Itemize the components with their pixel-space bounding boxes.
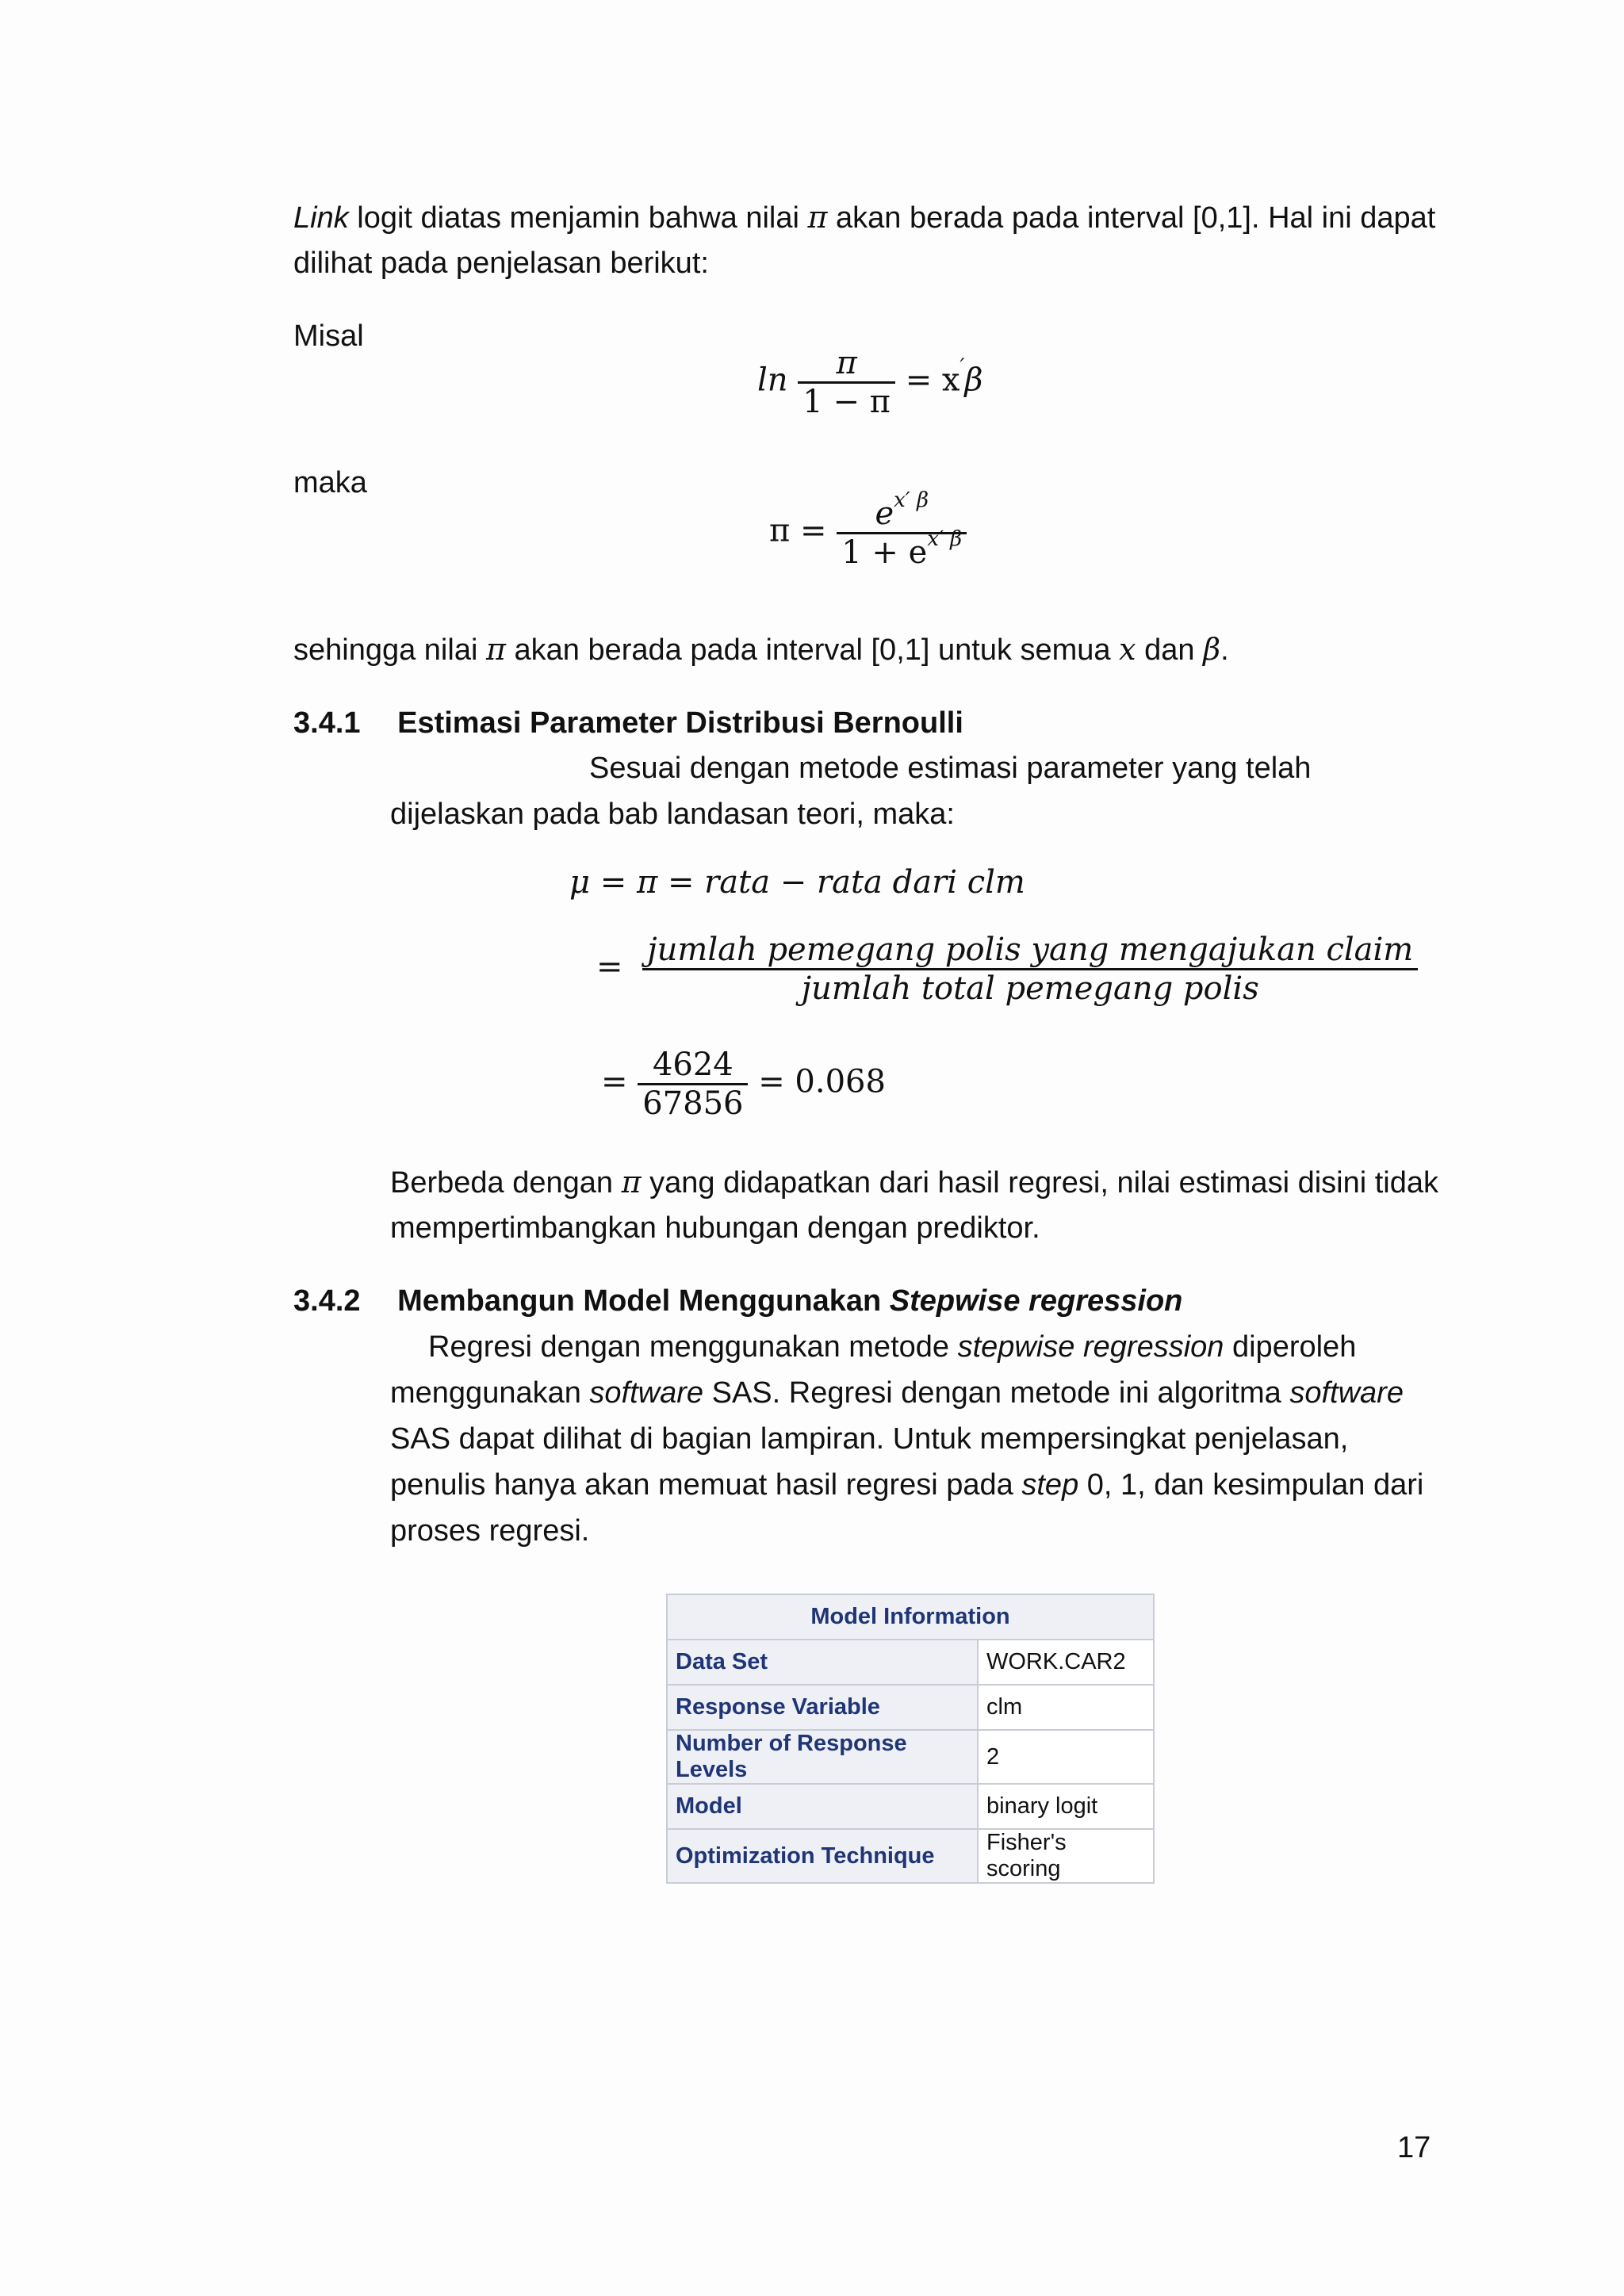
intro-line-1 xyxy=(293,194,1435,241)
intro-text-a: logit diatas menjamin bahwa nilai xyxy=(348,201,808,235)
section-title: Membangun Model Menggunakan xyxy=(397,1284,890,1318)
equation-rhs: = x xyxy=(905,362,960,399)
para-342-italic: software xyxy=(589,1376,704,1410)
sehingga-line xyxy=(293,626,1229,673)
row-value: 2 xyxy=(978,1730,1154,1784)
fraction-claim xyxy=(642,932,1418,1007)
link-word: Link xyxy=(293,201,349,235)
row-value: clm xyxy=(978,1685,1154,1730)
intro-text-b: akan berada pada interval [0,1]. Hal ini dapat xyxy=(827,201,1436,235)
fraction-numerator: jumlah pemegang polis yang mengajukan claim xyxy=(647,932,1414,968)
fraction-denominator: 67856 xyxy=(642,1085,744,1122)
fraction-denominator: jumlah total pemegang polis xyxy=(801,970,1259,1007)
section-title: Estimasi Parameter Distribusi Bernoulli xyxy=(397,706,963,740)
equation-logit xyxy=(757,345,983,420)
fraction-exp xyxy=(837,488,967,571)
para-341b-text-b: yang didapatkan dari hasil regresi, nilai estimasi disini tidak xyxy=(641,1166,1438,1200)
section-heading-341 xyxy=(293,700,963,746)
beta-symbol: β xyxy=(964,362,983,399)
para-342-text: menggunakan xyxy=(390,1376,590,1410)
section-title-italic: Stepwise regression xyxy=(889,1284,1183,1318)
equation-ratio-number xyxy=(601,1047,886,1122)
equation-pi xyxy=(769,488,967,571)
para-341b-text-a: Berbeda dengan xyxy=(390,1166,622,1200)
para-342-line-3: SAS dapat dilihat di bagian lampiran. Untuk mempersingkat penjelasan, xyxy=(390,1422,1349,1456)
table-caption-row xyxy=(667,1594,1154,1640)
equals-sign: = xyxy=(601,1063,628,1100)
para-342-italic: software xyxy=(1289,1376,1404,1410)
pi-symbol: π xyxy=(807,200,828,235)
equation-result: = 0.068 xyxy=(758,1063,886,1100)
page-number: 17 xyxy=(1397,2131,1431,2164)
section-number: 3.4.1 xyxy=(293,706,361,740)
para-342-line-4 xyxy=(390,1462,1423,1508)
denominator-superscript: x′ β xyxy=(927,527,963,551)
para-342-text: SAS. Regresi dengan metode ini algoritma xyxy=(703,1376,1290,1410)
para-342-line-2 xyxy=(390,1370,1404,1416)
denominator-base: 1 + e xyxy=(841,534,928,571)
section-number: 3.4.2 xyxy=(293,1284,361,1318)
para-342-text: Regresi dengan menggunakan metode xyxy=(428,1330,958,1364)
sehingga-text-a: sehingga nilai xyxy=(293,633,486,667)
exp-base: e xyxy=(875,496,894,532)
row-value: Fisher's scoring xyxy=(978,1829,1154,1883)
row-label: Optimization Technique xyxy=(667,1829,978,1883)
table-row xyxy=(667,1730,1154,1784)
section-heading-342 xyxy=(293,1278,1182,1324)
para-341b-line-2: mempertimbangkan hubungan dengan prediktor. xyxy=(390,1211,1040,1245)
x-symbol: x xyxy=(1119,632,1136,667)
para-341-line-2: dijelaskan pada bab landasan teori, maka: xyxy=(390,798,955,831)
pi-symbol: π xyxy=(621,1165,642,1200)
para-342-line-5: proses regresi. xyxy=(390,1514,590,1548)
para-341b-line-1 xyxy=(390,1159,1438,1206)
sehingga-text-d: . xyxy=(1220,633,1229,667)
table-row xyxy=(667,1784,1154,1829)
para-342-italic: stepwise regression xyxy=(957,1330,1224,1364)
row-label: Number of Response Levels xyxy=(667,1730,978,1784)
para-342-text: penulis hanya akan memuat hasil regresi pada xyxy=(390,1468,1022,1502)
table-row xyxy=(667,1829,1154,1883)
model-information-table xyxy=(666,1594,1155,1884)
fraction-number xyxy=(638,1047,748,1122)
row-label: Response Variable xyxy=(667,1685,978,1730)
para-342-text: 0, 1, dan kesimpulan dari xyxy=(1078,1468,1424,1502)
fraction-numerator: 4624 xyxy=(652,1047,733,1083)
sehingga-text-c: dan xyxy=(1136,633,1204,667)
equation-mu: μ = π = rata − rata dari clm xyxy=(569,864,1025,901)
para-342-line-1 xyxy=(428,1324,1356,1370)
equals-sign: = xyxy=(596,948,623,985)
row-value: WORK.CAR2 xyxy=(978,1640,1154,1685)
misal-label: Misal xyxy=(293,320,364,353)
table-row xyxy=(667,1640,1154,1685)
row-label: Data Set xyxy=(667,1640,978,1685)
beta-symbol: β xyxy=(1203,632,1221,667)
fraction-pi xyxy=(798,345,895,420)
equation-ratio-text xyxy=(596,932,1418,1007)
row-label: Model xyxy=(667,1784,978,1829)
equation-lhs: π = xyxy=(769,512,827,549)
fraction-denominator: 1 − π xyxy=(802,384,891,420)
exp-superscript: x′ β xyxy=(894,488,929,512)
pi-symbol: π xyxy=(485,632,506,667)
para-342-italic: step xyxy=(1021,1468,1079,1502)
prime-symbol: ′ xyxy=(959,354,965,379)
ln-symbol: ln xyxy=(757,362,788,399)
para-341-line-1: Sesuai dengan metode estimasi parameter yang telah xyxy=(589,752,1312,785)
fraction-numerator: π xyxy=(836,345,857,381)
maka-label: maka xyxy=(293,466,367,499)
table-row xyxy=(667,1685,1154,1730)
row-value: binary logit xyxy=(978,1784,1154,1829)
intro-line-2: dilihat pada penjelasan berikut: xyxy=(293,247,709,280)
para-342-text: diperoleh xyxy=(1224,1330,1357,1364)
sehingga-text-b: akan berada pada interval [0,1] untuk semua xyxy=(505,633,1120,667)
table-caption: Model Information xyxy=(667,1594,1154,1640)
